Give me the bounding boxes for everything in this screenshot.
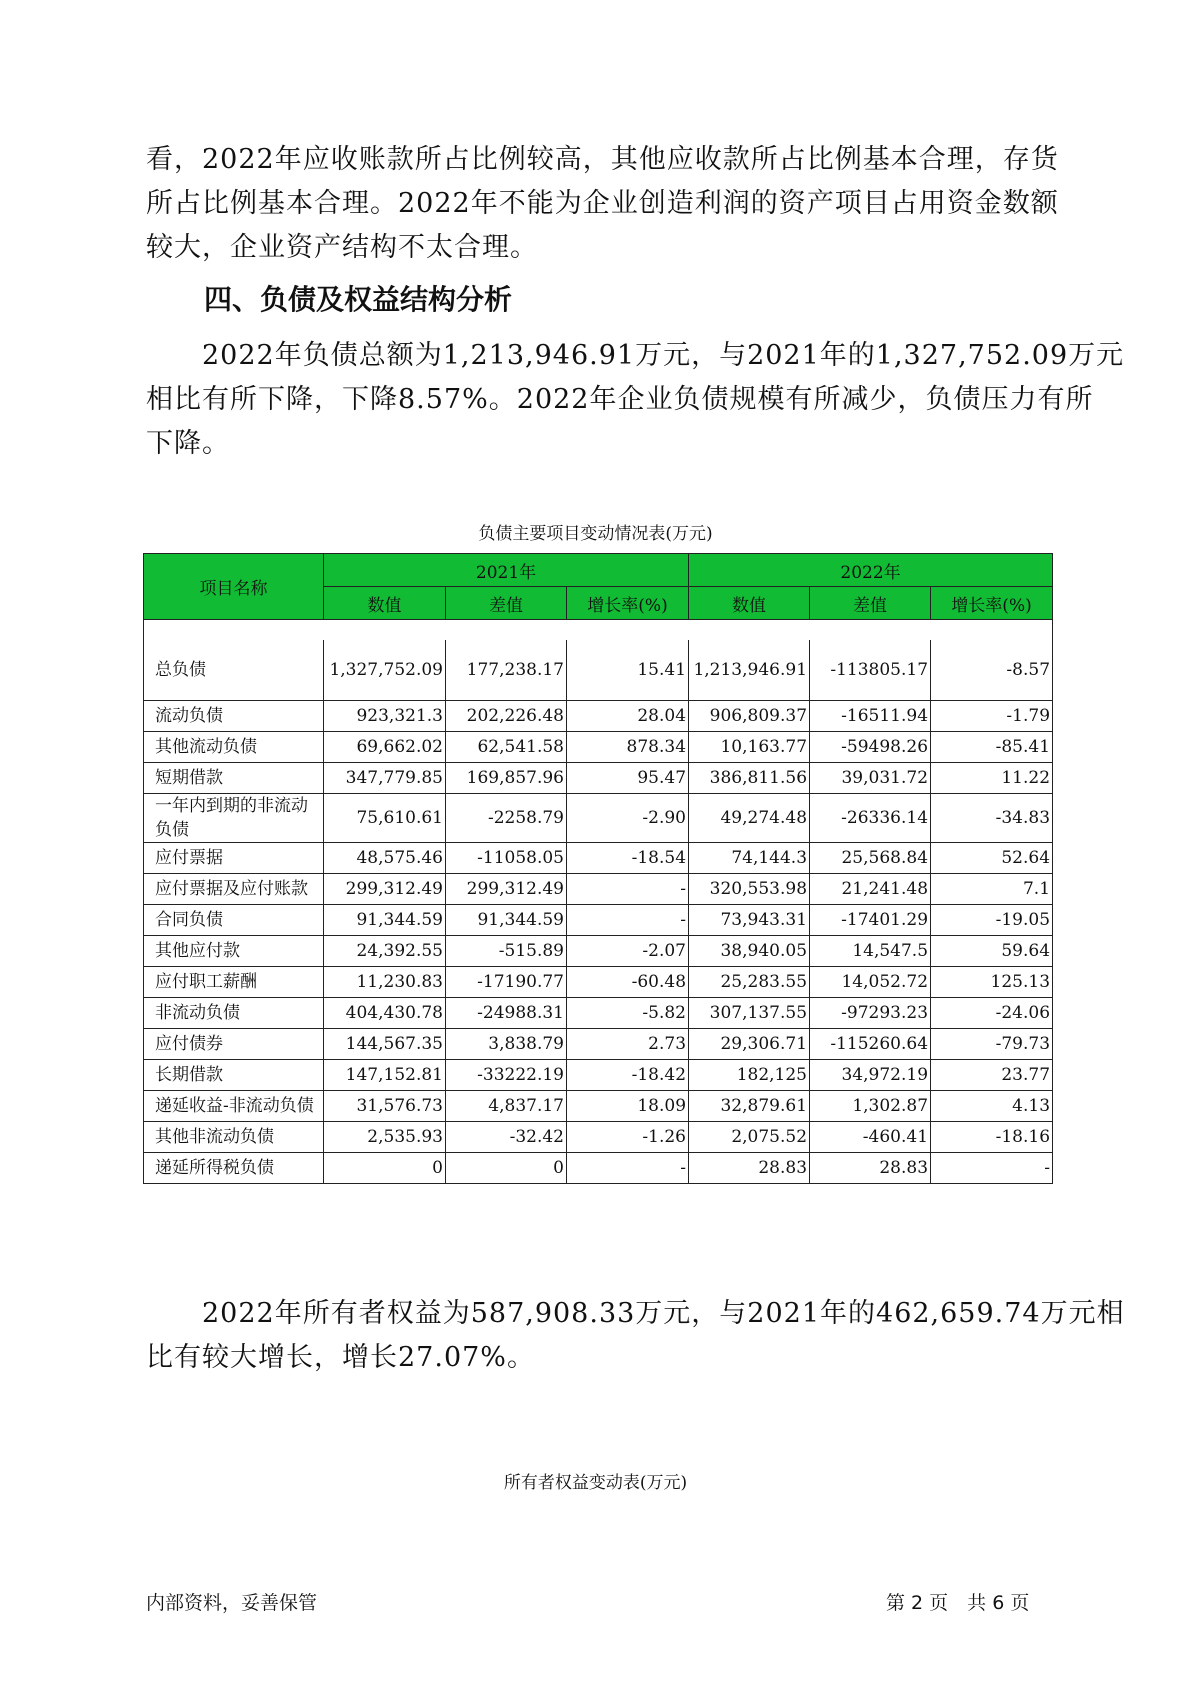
row-cell: -33222.19 <box>446 1060 567 1091</box>
row-cell: 0 <box>446 1153 567 1184</box>
row-cell: 18.09 <box>567 1091 689 1122</box>
row-cell: 0 <box>324 1153 446 1184</box>
row-cell: 28.83 <box>689 1153 810 1184</box>
row-cell: 75,610.61 <box>324 794 446 843</box>
row-cell: 25,283.55 <box>689 967 810 998</box>
row-cell: -460.41 <box>810 1122 931 1153</box>
row-cell: 91,344.59 <box>446 905 567 936</box>
row-cell: 39,031.72 <box>810 763 931 794</box>
row-cell: 202,226.48 <box>446 701 567 732</box>
row-cell: - <box>931 1153 1053 1184</box>
row-cell: 14,547.5 <box>810 936 931 967</box>
row-cell: 15.41 <box>567 640 689 701</box>
row-item-name: 应付票据及应付账款 <box>144 874 324 905</box>
table-row <box>144 1091 1053 1122</box>
row-cell: -19.05 <box>931 905 1053 936</box>
row-cell: -79.73 <box>931 1029 1053 1060</box>
row-item-name: 长期借款 <box>144 1060 324 1091</box>
table-row <box>144 1029 1053 1060</box>
row-cell: 2,535.93 <box>324 1122 446 1153</box>
row-cell: 23.77 <box>931 1060 1053 1091</box>
header-year-2022: 2022年 <box>689 554 1053 587</box>
row-item-name: 合同负债 <box>144 905 324 936</box>
row-cell: -26336.14 <box>810 794 931 843</box>
footer-page-number: 第 2 页 共 6 页 <box>886 1592 1030 1614</box>
row-cell: 404,430.78 <box>324 998 446 1029</box>
table-row <box>144 701 1053 732</box>
row-cell: 95.47 <box>567 763 689 794</box>
row-cell: - <box>567 1153 689 1184</box>
text-line: 看，2022年应收账款所占比例较高，其他应收款所占比例基本合理，存货 <box>146 144 1059 175</box>
row-cell: 4.13 <box>931 1091 1053 1122</box>
row-cell: 59.64 <box>931 936 1053 967</box>
header-value: 数值 <box>689 587 810 620</box>
row-item-name: 总负债 <box>144 640 324 701</box>
footer-confidential-note: 内部资料，妥善保管 <box>146 1592 318 1614</box>
row-cell: 3,838.79 <box>446 1029 567 1060</box>
table-row <box>144 763 1053 794</box>
row-cell: 386,811.56 <box>689 763 810 794</box>
row-item-name: 应付债券 <box>144 1029 324 1060</box>
row-cell: 14,052.72 <box>810 967 931 998</box>
text-line: 较大，企业资产结构不太合理。 <box>146 232 538 263</box>
row-cell: 38,940.05 <box>689 936 810 967</box>
row-cell: 878.34 <box>567 732 689 763</box>
table-row <box>144 874 1053 905</box>
row-cell: -18.42 <box>567 1060 689 1091</box>
row-cell: -18.54 <box>567 843 689 874</box>
row-cell: 28.83 <box>810 1153 931 1184</box>
row-cell: -85.41 <box>931 732 1053 763</box>
row-cell: -17401.29 <box>810 905 931 936</box>
row-cell: -515.89 <box>446 936 567 967</box>
row-cell: 177,238.17 <box>446 640 567 701</box>
row-cell: 11.22 <box>931 763 1053 794</box>
row-cell: 2.73 <box>567 1029 689 1060</box>
row-cell: 923,321.3 <box>324 701 446 732</box>
row-cell: 2,075.52 <box>689 1122 810 1153</box>
row-item-name: 一年内到期的非流动负债 <box>144 794 324 843</box>
text-line: 相比有所下降，下降8.57%。2022年企业负债规模有所减少，负债压力有所 <box>146 384 1094 415</box>
row-item-name: 流动负债 <box>144 701 324 732</box>
section-heading: 四、负债及权益结构分析 <box>204 283 513 316</box>
row-cell: -60.48 <box>567 967 689 998</box>
row-cell: -1.26 <box>567 1122 689 1153</box>
row-cell: -18.16 <box>931 1122 1053 1153</box>
equity-paragraph <box>146 1292 1125 1380</box>
liability-paragraph <box>146 334 1125 466</box>
row-cell: 49,274.48 <box>689 794 810 843</box>
row-cell: 320,553.98 <box>689 874 810 905</box>
row-cell: 91,344.59 <box>324 905 446 936</box>
row-cell: -32.42 <box>446 1122 567 1153</box>
header-growth: 增长率(%) <box>567 587 689 620</box>
row-cell: 52.64 <box>931 843 1053 874</box>
row-cell: 10,163.77 <box>689 732 810 763</box>
row-cell: - <box>567 874 689 905</box>
table-row <box>144 794 1053 843</box>
liability-table-body <box>144 620 1053 1184</box>
row-cell: 169,857.96 <box>446 763 567 794</box>
row-cell: -113805.17 <box>810 640 931 701</box>
text-line: 比有较大增长，增长27.07%。 <box>146 1342 535 1373</box>
row-cell: 48,575.46 <box>324 843 446 874</box>
header-diff: 差值 <box>810 587 931 620</box>
text-line: 下降。 <box>146 428 230 459</box>
row-cell: -2.07 <box>567 936 689 967</box>
row-cell: -8.57 <box>931 640 1053 701</box>
header-value: 数值 <box>324 587 446 620</box>
row-cell: 1,302.87 <box>810 1091 931 1122</box>
row-cell: -2.90 <box>567 794 689 843</box>
header-item-name: 项目名称 <box>144 554 324 620</box>
table-row <box>144 1122 1053 1153</box>
spacer-row <box>144 620 1053 641</box>
text-line: 所占比例基本合理。2022年不能为企业创造利润的资产项目占用资金数额 <box>146 188 1059 219</box>
row-item-name: 递延收益-非流动负债 <box>144 1091 324 1122</box>
row-cell: 73,943.31 <box>689 905 810 936</box>
row-cell: 125.13 <box>931 967 1053 998</box>
row-cell: -2258.79 <box>446 794 567 843</box>
row-cell: 28.04 <box>567 701 689 732</box>
row-cell: 147,152.81 <box>324 1060 446 1091</box>
row-cell: -34.83 <box>931 794 1053 843</box>
table-row <box>144 998 1053 1029</box>
liability-table <box>143 553 1053 1184</box>
row-cell: 29,306.71 <box>689 1029 810 1060</box>
row-item-name: 应付职工薪酬 <box>144 967 324 998</box>
row-cell: -59498.26 <box>810 732 931 763</box>
intro-paragraph <box>146 138 1059 270</box>
row-cell: -24988.31 <box>446 998 567 1029</box>
row-cell: - <box>567 905 689 936</box>
row-cell: 74,144.3 <box>689 843 810 874</box>
row-cell: 182,125 <box>689 1060 810 1091</box>
row-item-name: 其他应付款 <box>144 936 324 967</box>
table-row <box>144 843 1053 874</box>
row-cell: -1.79 <box>931 701 1053 732</box>
table-row <box>144 905 1053 936</box>
row-cell: -97293.23 <box>810 998 931 1029</box>
row-cell: 7.1 <box>931 874 1053 905</box>
row-cell: -115260.64 <box>810 1029 931 1060</box>
row-cell: 144,567.35 <box>324 1029 446 1060</box>
row-cell: 31,576.73 <box>324 1091 446 1122</box>
row-cell: 34,972.19 <box>810 1060 931 1091</box>
row-cell: 307,137.55 <box>689 998 810 1029</box>
row-cell: 1,213,946.91 <box>689 640 810 701</box>
row-item-name: 其他流动负债 <box>144 732 324 763</box>
row-cell: 11,230.83 <box>324 967 446 998</box>
row-cell: 347,779.85 <box>324 763 446 794</box>
row-item-name: 非流动负债 <box>144 998 324 1029</box>
row-item-name: 其他非流动负债 <box>144 1122 324 1153</box>
row-cell: -16511.94 <box>810 701 931 732</box>
text-line: 2022年所有者权益为587,908.33万元，与2021年的462,659.74万元相 <box>146 1298 1125 1329</box>
row-item-name: 应付票据 <box>144 843 324 874</box>
liability-table-caption: 负债主要项目变动情况表(万元) <box>478 524 713 544</box>
table-row <box>144 967 1053 998</box>
row-cell: 62,541.58 <box>446 732 567 763</box>
row-cell: -5.82 <box>567 998 689 1029</box>
row-cell: 32,879.61 <box>689 1091 810 1122</box>
row-cell: 1,327,752.09 <box>324 640 446 701</box>
row-cell: -17190.77 <box>446 967 567 998</box>
table-row <box>144 1060 1053 1091</box>
row-cell: 299,312.49 <box>324 874 446 905</box>
row-cell: 69,662.02 <box>324 732 446 763</box>
table-row <box>144 1153 1053 1184</box>
header-diff: 差值 <box>446 587 567 620</box>
equity-table-caption: 所有者权益变动表(万元) <box>503 1473 688 1493</box>
row-cell: 24,392.55 <box>324 936 446 967</box>
row-cell: 21,241.48 <box>810 874 931 905</box>
header-growth: 增长率(%) <box>931 587 1053 620</box>
table-row <box>144 640 1053 701</box>
row-item-name: 短期借款 <box>144 763 324 794</box>
header-year-2021: 2021年 <box>324 554 689 587</box>
row-cell: -11058.05 <box>446 843 567 874</box>
text-line: 2022年负债总额为1,213,946.91万元，与2021年的1,327,752.09万元 <box>146 340 1125 371</box>
row-cell: 25,568.84 <box>810 843 931 874</box>
row-cell: 906,809.37 <box>689 701 810 732</box>
row-item-name: 递延所得税负债 <box>144 1153 324 1184</box>
table-row <box>144 732 1053 763</box>
table-row <box>144 936 1053 967</box>
row-cell: 4,837.17 <box>446 1091 567 1122</box>
row-cell: 299,312.49 <box>446 874 567 905</box>
row-cell: -24.06 <box>931 998 1053 1029</box>
